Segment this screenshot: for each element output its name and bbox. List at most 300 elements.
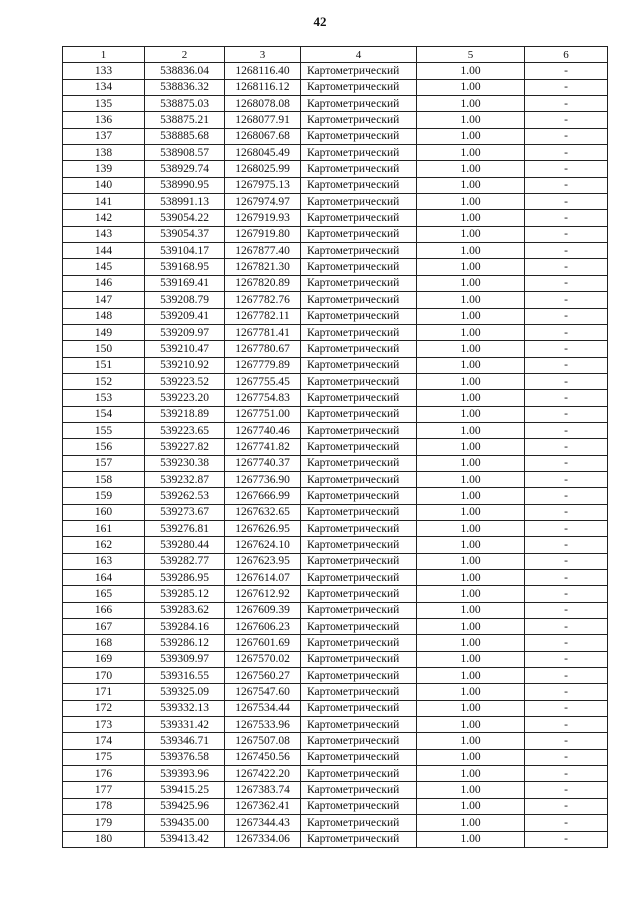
table-cell: - xyxy=(525,194,608,210)
table-cell: 539273.67 xyxy=(145,504,225,520)
table-cell: - xyxy=(525,275,608,291)
table-cell: 1.00 xyxy=(417,128,525,144)
table-cell: - xyxy=(525,63,608,79)
table-cell: 1267334.06 xyxy=(225,831,301,847)
column-header: 3 xyxy=(225,47,301,63)
table-cell: Картометрический xyxy=(301,194,417,210)
table-cell: - xyxy=(525,602,608,618)
table-cell: 1267877.40 xyxy=(225,243,301,259)
table-cell: Картометрический xyxy=(301,471,417,487)
table-cell: 162 xyxy=(63,537,145,553)
table-cell: 143 xyxy=(63,226,145,242)
table-cell: 1.00 xyxy=(417,520,525,536)
table-cell: Картометрический xyxy=(301,177,417,193)
table-cell: 1.00 xyxy=(417,357,525,373)
table-cell: Картометрический xyxy=(301,226,417,242)
table-cell: 539210.47 xyxy=(145,341,225,357)
table-cell: 1.00 xyxy=(417,79,525,95)
table-cell: Картометрический xyxy=(301,259,417,275)
table-cell: - xyxy=(525,570,608,586)
table-row xyxy=(63,63,608,79)
table-cell: Картометрический xyxy=(301,815,417,831)
table-cell: Картометрический xyxy=(301,145,417,161)
table-cell: 539332.13 xyxy=(145,700,225,716)
table-cell: 1267782.76 xyxy=(225,292,301,308)
table-cell: Картометрический xyxy=(301,553,417,569)
table-cell: - xyxy=(525,766,608,782)
column-header: 4 xyxy=(301,47,417,63)
table-row xyxy=(63,602,608,618)
table-cell: 170 xyxy=(63,668,145,684)
table-cell: 1267755.45 xyxy=(225,373,301,389)
table-cell: - xyxy=(525,733,608,749)
table-cell: - xyxy=(525,504,608,520)
table-cell: 1267612.92 xyxy=(225,586,301,602)
table-cell: 1267601.69 xyxy=(225,635,301,651)
table-cell: - xyxy=(525,259,608,275)
table-cell: 539286.12 xyxy=(145,635,225,651)
table-cell: - xyxy=(525,373,608,389)
table-cell: - xyxy=(525,488,608,504)
table-cell: 1267741.82 xyxy=(225,439,301,455)
table-cell: 133 xyxy=(63,63,145,79)
table-cell: - xyxy=(525,226,608,242)
table-cell: 539209.97 xyxy=(145,324,225,340)
table-cell: 1.00 xyxy=(417,324,525,340)
table-row xyxy=(63,259,608,275)
table-cell: 136 xyxy=(63,112,145,128)
table-cell: 1267547.60 xyxy=(225,684,301,700)
table-cell: - xyxy=(525,406,608,422)
table-cell: 1.00 xyxy=(417,275,525,291)
table-cell: 539309.97 xyxy=(145,651,225,667)
table-cell: 139 xyxy=(63,161,145,177)
table-cell: 1.00 xyxy=(417,406,525,422)
table-cell: 163 xyxy=(63,553,145,569)
table-cell: - xyxy=(525,815,608,831)
table-cell: 539280.44 xyxy=(145,537,225,553)
table-row xyxy=(63,619,608,635)
table-cell: 145 xyxy=(63,259,145,275)
table-cell: 1.00 xyxy=(417,733,525,749)
table-cell: 539230.38 xyxy=(145,455,225,471)
table-cell: Картометрический xyxy=(301,619,417,635)
table-row xyxy=(63,471,608,487)
table-cell: 539435.00 xyxy=(145,815,225,831)
table-cell: Картометрический xyxy=(301,602,417,618)
table-cell: Картометрический xyxy=(301,439,417,455)
table-cell: - xyxy=(525,651,608,667)
table-cell: 1.00 xyxy=(417,194,525,210)
table-cell: 142 xyxy=(63,210,145,226)
table-cell: 539169.41 xyxy=(145,275,225,291)
table-cell: 1267975.13 xyxy=(225,177,301,193)
table-cell: 1267507.08 xyxy=(225,733,301,749)
table-cell: - xyxy=(525,668,608,684)
table-cell: 539376.58 xyxy=(145,749,225,765)
table-cell: 539325.09 xyxy=(145,684,225,700)
table-cell: 1267534.44 xyxy=(225,700,301,716)
table-cell: 135 xyxy=(63,96,145,112)
table-cell: 1267779.89 xyxy=(225,357,301,373)
table-cell: 157 xyxy=(63,455,145,471)
table-cell: 175 xyxy=(63,749,145,765)
table-cell: Картометрический xyxy=(301,488,417,504)
table-row xyxy=(63,112,608,128)
table-cell: 1267782.11 xyxy=(225,308,301,324)
table-cell: - xyxy=(525,717,608,733)
table-cell: - xyxy=(525,439,608,455)
table-cell: 1268078.08 xyxy=(225,96,301,112)
table-cell: Картометрический xyxy=(301,422,417,438)
table-cell: Картометрический xyxy=(301,537,417,553)
table-cell: - xyxy=(525,112,608,128)
table-cell: 159 xyxy=(63,488,145,504)
table-cell: 1267919.93 xyxy=(225,210,301,226)
table-cell: 169 xyxy=(63,651,145,667)
table-cell: Картометрический xyxy=(301,782,417,798)
table-cell: 178 xyxy=(63,798,145,814)
table-cell: 539331.42 xyxy=(145,717,225,733)
table-row xyxy=(63,226,608,242)
table-cell: 1268116.12 xyxy=(225,79,301,95)
table-cell: 1.00 xyxy=(417,619,525,635)
table-cell: 1.00 xyxy=(417,668,525,684)
table-row xyxy=(63,749,608,765)
table-cell: 539168.95 xyxy=(145,259,225,275)
table-header-row xyxy=(63,47,608,63)
table-cell: 137 xyxy=(63,128,145,144)
column-header: 1 xyxy=(63,47,145,63)
table-cell: 1.00 xyxy=(417,439,525,455)
table-row xyxy=(63,455,608,471)
table-row xyxy=(63,782,608,798)
table-cell: - xyxy=(525,831,608,847)
table-cell: Картометрический xyxy=(301,324,417,340)
table-row xyxy=(63,422,608,438)
table-row xyxy=(63,570,608,586)
table-cell: 1267570.02 xyxy=(225,651,301,667)
table-cell: - xyxy=(525,308,608,324)
table-cell: Картометрический xyxy=(301,357,417,373)
table-cell: Картометрический xyxy=(301,161,417,177)
table-cell: 539316.55 xyxy=(145,668,225,684)
table-cell: 156 xyxy=(63,439,145,455)
table-cell: 538875.03 xyxy=(145,96,225,112)
table-cell: 1.00 xyxy=(417,471,525,487)
table-cell: 1267754.83 xyxy=(225,390,301,406)
table-cell: 1267533.96 xyxy=(225,717,301,733)
table-cell: 176 xyxy=(63,766,145,782)
table-cell: 154 xyxy=(63,406,145,422)
table-cell: 539232.87 xyxy=(145,471,225,487)
table-cell: Картометрический xyxy=(301,79,417,95)
table-cell: Картометрический xyxy=(301,63,417,79)
table-cell: 160 xyxy=(63,504,145,520)
table-cell: 1.00 xyxy=(417,684,525,700)
table-cell: 539227.82 xyxy=(145,439,225,455)
table-cell: 1.00 xyxy=(417,161,525,177)
table-cell: 538875.21 xyxy=(145,112,225,128)
table-cell: 539285.12 xyxy=(145,586,225,602)
table-cell: 1267560.27 xyxy=(225,668,301,684)
table-cell: 153 xyxy=(63,390,145,406)
table-cell: 147 xyxy=(63,292,145,308)
table-cell: Картометрический xyxy=(301,243,417,259)
table-cell: - xyxy=(525,455,608,471)
table-cell: 1267780.67 xyxy=(225,341,301,357)
page-number: 42 xyxy=(313,14,327,29)
table-cell: 1.00 xyxy=(417,210,525,226)
table-cell: 539346.71 xyxy=(145,733,225,749)
table-cell: 538836.32 xyxy=(145,79,225,95)
table-cell: 538990.95 xyxy=(145,177,225,193)
table-row xyxy=(63,553,608,569)
table-cell: - xyxy=(525,537,608,553)
table-cell: Картометрический xyxy=(301,341,417,357)
table-cell: Картометрический xyxy=(301,668,417,684)
table-cell: 1.00 xyxy=(417,390,525,406)
table-cell: - xyxy=(525,471,608,487)
table-cell: - xyxy=(525,553,608,569)
table-cell: 1.00 xyxy=(417,177,525,193)
table-cell: Картометрический xyxy=(301,717,417,733)
table-row xyxy=(63,79,608,95)
table-cell: Картометрический xyxy=(301,570,417,586)
table-cell: 146 xyxy=(63,275,145,291)
table-cell: 1268116.40 xyxy=(225,63,301,79)
table-cell: - xyxy=(525,79,608,95)
table-cell: 539283.62 xyxy=(145,602,225,618)
table-cell: 1267422.20 xyxy=(225,766,301,782)
table-row xyxy=(63,635,608,651)
table-cell: Картометрический xyxy=(301,275,417,291)
table-row xyxy=(63,831,608,847)
table-cell: Картометрический xyxy=(301,112,417,128)
table-cell: 1.00 xyxy=(417,635,525,651)
table-cell: 1.00 xyxy=(417,259,525,275)
table-cell: 539286.95 xyxy=(145,570,225,586)
table-cell: - xyxy=(525,210,608,226)
column-header: 5 xyxy=(417,47,525,63)
table-cell: 1.00 xyxy=(417,815,525,831)
table-row xyxy=(63,128,608,144)
table-row xyxy=(63,439,608,455)
table-cell: 140 xyxy=(63,177,145,193)
table-row xyxy=(63,700,608,716)
table-cell: 1.00 xyxy=(417,373,525,389)
table-cell: 539223.65 xyxy=(145,422,225,438)
table-cell: - xyxy=(525,357,608,373)
table-cell: 1.00 xyxy=(417,308,525,324)
table-row xyxy=(63,406,608,422)
table-cell: Картометрический xyxy=(301,700,417,716)
table-cell: - xyxy=(525,749,608,765)
table-row xyxy=(63,798,608,814)
table-cell: 138 xyxy=(63,145,145,161)
table-cell: 1.00 xyxy=(417,782,525,798)
table-row xyxy=(63,210,608,226)
table-cell: 1.00 xyxy=(417,749,525,765)
table-cell: 1267609.39 xyxy=(225,602,301,618)
table-cell: 538991.13 xyxy=(145,194,225,210)
table-cell: 166 xyxy=(63,602,145,618)
table-cell: 164 xyxy=(63,570,145,586)
table-cell: 1.00 xyxy=(417,586,525,602)
table-cell: - xyxy=(525,520,608,536)
table-cell: - xyxy=(525,177,608,193)
table-cell: 173 xyxy=(63,717,145,733)
coordinates-table xyxy=(62,46,608,848)
table-cell: 1267740.46 xyxy=(225,422,301,438)
table-row xyxy=(63,717,608,733)
table-row xyxy=(63,145,608,161)
table-cell: 167 xyxy=(63,619,145,635)
table-cell: Картометрический xyxy=(301,520,417,536)
table-cell: 172 xyxy=(63,700,145,716)
table-cell: Картометрический xyxy=(301,749,417,765)
table-cell: 1.00 xyxy=(417,488,525,504)
table-row xyxy=(63,324,608,340)
table-cell: Картометрический xyxy=(301,390,417,406)
table-row xyxy=(63,733,608,749)
table-cell: 134 xyxy=(63,79,145,95)
table-cell: 539104.17 xyxy=(145,243,225,259)
table-cell: Картометрический xyxy=(301,586,417,602)
table-cell: 1267606.23 xyxy=(225,619,301,635)
table-cell: - xyxy=(525,684,608,700)
table-row xyxy=(63,504,608,520)
table-row xyxy=(63,357,608,373)
table-row xyxy=(63,390,608,406)
table-cell: 538929.74 xyxy=(145,161,225,177)
table-cell: - xyxy=(525,243,608,259)
table-cell: 539282.77 xyxy=(145,553,225,569)
table-cell: 1268025.99 xyxy=(225,161,301,177)
table-cell: Картометрический xyxy=(301,292,417,308)
table-cell: - xyxy=(525,390,608,406)
table-cell: 1.00 xyxy=(417,798,525,814)
table-row xyxy=(63,520,608,536)
table-cell: 150 xyxy=(63,341,145,357)
table-cell: Картометрический xyxy=(301,455,417,471)
table-cell: 1267919.80 xyxy=(225,226,301,242)
table-cell: 1.00 xyxy=(417,145,525,161)
table-cell: 144 xyxy=(63,243,145,259)
table-cell: 1.00 xyxy=(417,717,525,733)
table-cell: 1.00 xyxy=(417,455,525,471)
table-cell: - xyxy=(525,161,608,177)
table-cell: Картометрический xyxy=(301,308,417,324)
table-cell: 1.00 xyxy=(417,341,525,357)
table-cell: 168 xyxy=(63,635,145,651)
table-cell: 174 xyxy=(63,733,145,749)
table-cell: 149 xyxy=(63,324,145,340)
table-cell: 1.00 xyxy=(417,602,525,618)
table-cell: 1267626.95 xyxy=(225,520,301,536)
table-cell: - xyxy=(525,341,608,357)
table-cell: 539209.41 xyxy=(145,308,225,324)
table-cell: 1267383.74 xyxy=(225,782,301,798)
table-cell: Картометрический xyxy=(301,684,417,700)
table-cell: - xyxy=(525,619,608,635)
table-row xyxy=(63,684,608,700)
table-cell: 1267781.41 xyxy=(225,324,301,340)
table-cell: 538908.57 xyxy=(145,145,225,161)
table-cell: Картометрический xyxy=(301,831,417,847)
table-cell: 177 xyxy=(63,782,145,798)
table-cell: - xyxy=(525,635,608,651)
table-cell: Картометрический xyxy=(301,635,417,651)
table-cell: Картометрический xyxy=(301,210,417,226)
table-row xyxy=(63,292,608,308)
table-row xyxy=(63,96,608,112)
table-row xyxy=(63,308,608,324)
table-cell: 1.00 xyxy=(417,96,525,112)
table-cell: 539054.22 xyxy=(145,210,225,226)
table-cell: 539425.96 xyxy=(145,798,225,814)
table-cell: 539413.42 xyxy=(145,831,225,847)
table-row xyxy=(63,341,608,357)
table-cell: 1267740.37 xyxy=(225,455,301,471)
table-cell: - xyxy=(525,782,608,798)
table-cell: 141 xyxy=(63,194,145,210)
table-cell: 1.00 xyxy=(417,831,525,847)
table-cell: 1.00 xyxy=(417,553,525,569)
table-cell: - xyxy=(525,96,608,112)
table-row xyxy=(63,243,608,259)
table-cell: 1267751.00 xyxy=(225,406,301,422)
table-cell: 1267821.30 xyxy=(225,259,301,275)
table-cell: 1.00 xyxy=(417,504,525,520)
column-header: 6 xyxy=(525,47,608,63)
table-cell: Картометрический xyxy=(301,128,417,144)
table-cell: 539210.92 xyxy=(145,357,225,373)
table-cell: 1268045.49 xyxy=(225,145,301,161)
table-row xyxy=(63,668,608,684)
table-cell: 158 xyxy=(63,471,145,487)
table-cell: 1.00 xyxy=(417,243,525,259)
table-cell: 1267623.95 xyxy=(225,553,301,569)
table-cell: - xyxy=(525,128,608,144)
table-cell: Картометрический xyxy=(301,733,417,749)
table-cell: - xyxy=(525,422,608,438)
table-cell: 539054.37 xyxy=(145,226,225,242)
table-cell: 1.00 xyxy=(417,422,525,438)
table-cell: 539208.79 xyxy=(145,292,225,308)
table-row xyxy=(63,194,608,210)
table-cell: 1.00 xyxy=(417,766,525,782)
table-cell: 180 xyxy=(63,831,145,847)
table-cell: 1.00 xyxy=(417,292,525,308)
table-cell: 1268077.91 xyxy=(225,112,301,128)
table-cell: 148 xyxy=(63,308,145,324)
table-cell: Картометрический xyxy=(301,406,417,422)
table-cell: 1267450.56 xyxy=(225,749,301,765)
table-row xyxy=(63,275,608,291)
table-cell: 1.00 xyxy=(417,537,525,553)
table-cell: - xyxy=(525,292,608,308)
table-cell: 179 xyxy=(63,815,145,831)
table-row xyxy=(63,537,608,553)
table-cell: 539393.96 xyxy=(145,766,225,782)
table-cell: Картометрический xyxy=(301,766,417,782)
table-cell: 1267624.10 xyxy=(225,537,301,553)
table-cell: 539218.89 xyxy=(145,406,225,422)
table-cell: Картометрический xyxy=(301,651,417,667)
table-cell: 539223.52 xyxy=(145,373,225,389)
table-row xyxy=(63,586,608,602)
